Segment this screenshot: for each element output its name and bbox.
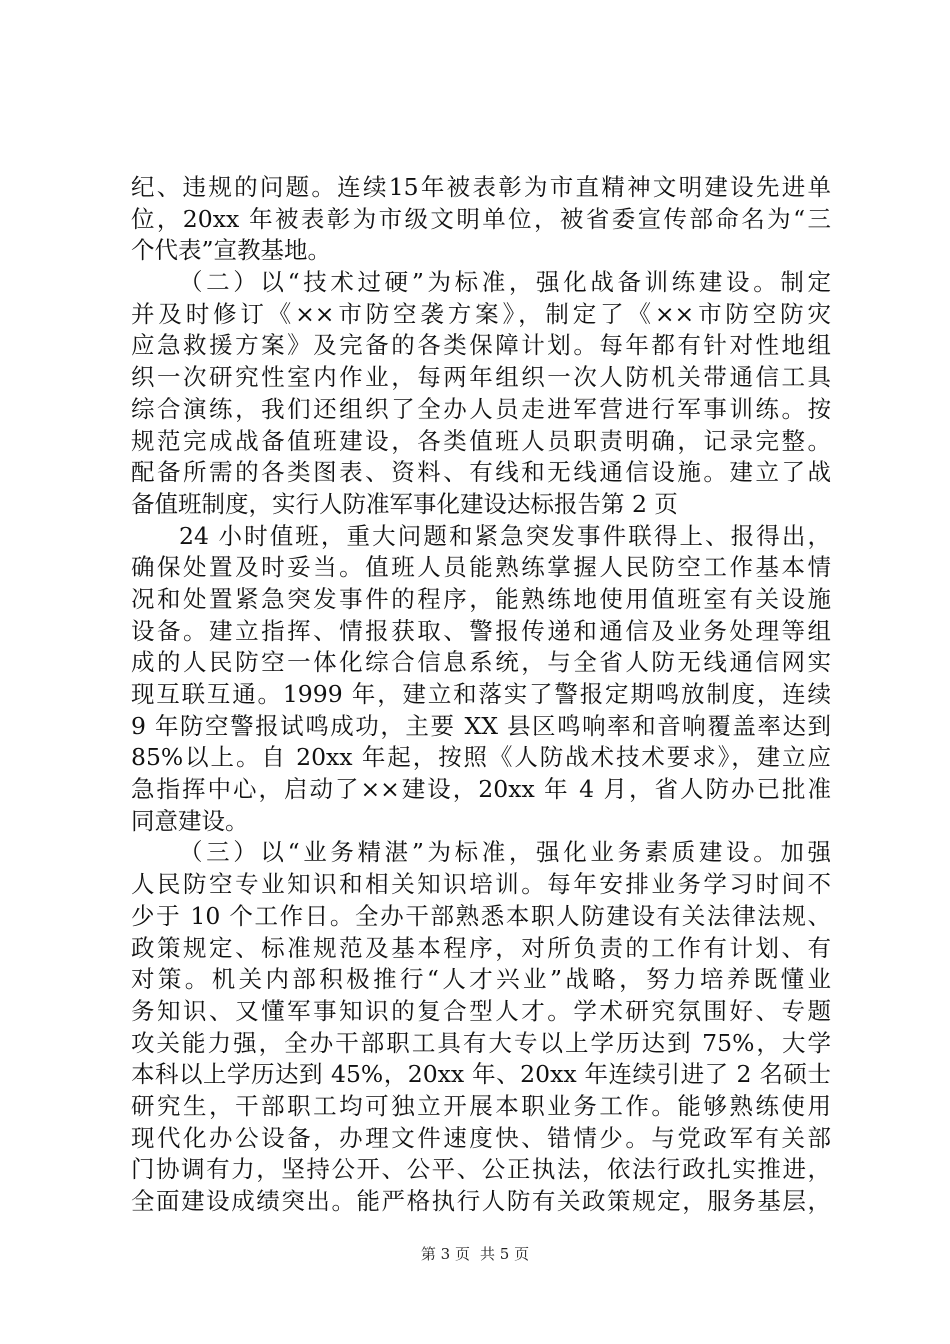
- text-line: 门协调有力，坚持公开、公平、公正执法，依法行政扎实推进，: [131, 1155, 831, 1184]
- text-line: 设备。建立指挥、情报获取、警报传递和通信及业务处理等组: [131, 616, 831, 645]
- text-line: 况和处置紧急突发事件的程序，能熟练地使用值班室有关设施: [131, 584, 831, 613]
- page-number: 第 3 页: [420, 1245, 470, 1263]
- text-line: 现互联互通。1999 年，建立和落实了警报定期鸣放制度，连续: [131, 680, 831, 708]
- text-line: 成的人民防空一体化综合信息系统，与全省人防无线通信网实: [131, 648, 831, 677]
- text-line: 配备所需的各类图表、资料、有线和无线通信设施。建立了战: [131, 458, 831, 487]
- text-line: 全面建设成绩突出。能严格执行人防有关政策规定，服务基层，: [131, 1187, 831, 1215]
- text-line: 务知识、又懂军事知识的复合型人才。学术研究氛围好、专题: [131, 996, 831, 1025]
- text-line: 本科以上学历达到 45%，20xx 年、20xx 年连续引进了 2 名硕士: [131, 1060, 831, 1089]
- text-line: 人民防空专业知识和相关知识培训。每年安排业务学习时间不: [131, 870, 831, 899]
- text-line: 应急救援方案》及完备的各类保障计划。每年都有针对性地组: [131, 331, 831, 360]
- page-footer: [0, 1244, 950, 1264]
- paragraph-start-line: （三）以“业务精湛”为标准，强化业务素质建设。加强: [179, 838, 831, 867]
- text-line: 确保处置及时妥当。值班人员能熟练掌握人民防空工作基本情: [131, 553, 831, 582]
- text-line: 规范完成战备值班建设，各类值班人员职责明确，记录完整。: [131, 426, 831, 455]
- paragraph-start-line: （二）以“技术过硬”为标准，强化战备训练建设。制定: [179, 268, 831, 297]
- text-line: 85%以上。自 20xx 年起，按照《人防战术技术要求》，建立应: [131, 743, 831, 772]
- text-line: 现代化办公设备，办理文件速度快、错情少。与党政军有关部: [131, 1123, 831, 1152]
- text-line: 并及时修订《××市防空袭方案》，制定了《××市防空防灾: [131, 299, 831, 328]
- text-line: 9 年防空警报试鸣成功，主要 XX 县区鸣响率和音响覆盖率达到: [131, 711, 831, 740]
- text-line: 纪、违规的问题。连续15年被表彰为市直精神文明建设先进单: [131, 173, 831, 201]
- text-line: 个代表”宣教基地。: [131, 236, 332, 265]
- text-line: 政策规定、标准规范及基本程序，对所负责的工作有计划、有: [131, 933, 831, 962]
- text-line: 综合演练，我们还组织了全办人员走进军营进行军事训练。按: [131, 394, 831, 423]
- document-body: [131, 172, 831, 1218]
- text-line: 研究生，干部职工均可独立开展本职业务工作。能够熟练使用: [131, 1091, 831, 1120]
- text-line: 位，20xx 年被表彰为市级文明单位，被省委宣传部命名为“三: [131, 204, 831, 233]
- text-line: 急指挥中心，启动了××建设，20xx 年 4 月，省人防办已批准: [131, 775, 831, 804]
- paragraph-start-line: 24 小时值班，重大问题和紧急突发事件联得上、报得出，: [179, 521, 831, 550]
- text-line: 对策。机关内部积极推行“人才兴业”战略，努力培养既懂业: [131, 965, 831, 994]
- text-line: 攻关能力强，全办干部职工具有大专以上学历达到 75%，大学: [131, 1028, 831, 1057]
- text-line: 织一次研究性室内作业，每两年组织一次人防机关带通信工具: [131, 363, 831, 392]
- page-total: 共 5 页: [480, 1245, 530, 1263]
- text-line: 同意建设。: [131, 806, 249, 835]
- text-line: 少于 10 个工作日。全办干部熟悉本职人防建设有关法律法规、: [131, 901, 831, 930]
- text-line: 备值班制度，实行人防准军事化建设达标报告第 2 页: [131, 489, 678, 518]
